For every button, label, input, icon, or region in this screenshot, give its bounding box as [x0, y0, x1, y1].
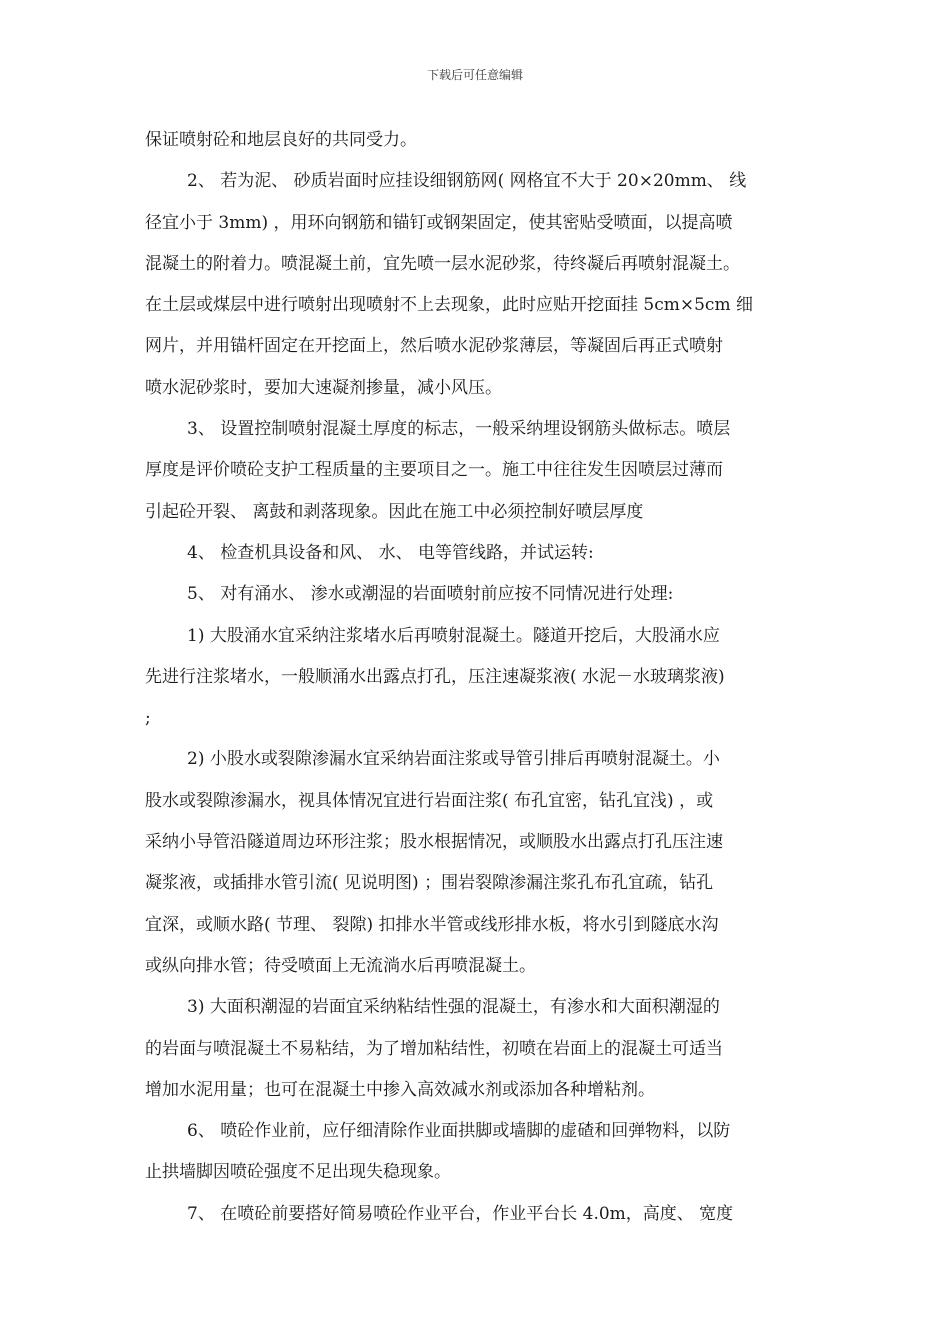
text-line: 股水或裂隙渗漏水，视具体情况宜进行岩面注浆( 布孔宜密，钻孔宜浅) ，或: [145, 790, 714, 811]
text-line: 喷水泥砂浆时，要加大速凝剂掺量，减小风压。: [145, 377, 502, 398]
text-line: 径宜小于 3mm) ，用环向钢筋和锚钉或钢架固定，使其密贴受喷面，以提高喷: [145, 212, 733, 233]
text-line: 7、 在喷砼前要搭好简易喷砼作业平台，作业平台长 4.0m，高度、 宽度: [187, 1203, 734, 1224]
text-line: 止拱墙脚因喷砼强度不足出现失稳现象。: [145, 1162, 451, 1183]
text-line: 厚度是评价喷砼支护工程质量的主要项目之一。施工中往往发生因喷层过薄而: [145, 460, 723, 481]
text-line: 1) 大股涌水宜采纳注浆堵水后再喷射混凝土。隧道开挖后，大股涌水应: [187, 625, 720, 646]
text-line: 凝浆液，或插排水管引流( 见说明图) ；围岩裂隙渗漏注浆孔布孔宜疏，钻孔: [145, 873, 714, 894]
text-line: 2、 若为泥、 砂质岩面时应挂设细钢筋网( 网格宜不大于 20×20mm、 线: [187, 171, 747, 192]
text-line: 或纵向排水管；待受喷面上无流淌水后再喷混凝土。: [145, 955, 536, 976]
text-line: 先进行注浆堵水，一般顺涌水出露点打孔，压注速凝浆液( 水泥－水玻璃浆液): [145, 666, 725, 687]
text-line: 保证喷射砼和地层良好的共同受力。: [145, 130, 417, 150]
text-line: 6、 喷砼作业前，应仔细清除作业面拱脚或墙脚的虚碴和回弹物料，以防: [187, 1121, 731, 1142]
page-header: 下载后可任意编辑: [426, 68, 523, 82]
text-line: 的岩面与喷混凝土不易粘结，为了增加粘结性，初喷在岩面上的混凝土可适当: [145, 1038, 723, 1059]
text-line: 混凝土的附着力。喷混凝土前，宜先喷一层水泥砂浆，待终凝后再喷射混凝土。: [145, 253, 740, 274]
text-line: 引起砼开裂、 离鼓和剥落现象。因此在施工中必须控制好喷层厚度: [145, 501, 644, 522]
text-line: ;: [145, 708, 151, 729]
text-line: 宜深，或顺水路( 节理、 裂隙) 扣排水半管或线形排水板，将水引到隧底水沟: [145, 914, 719, 935]
document-body: [145, 120, 817, 1235]
text-line: 3) 大面积潮湿的岩面宜采纳粘结性强的混凝土，有渗水和大面积潮湿的: [187, 997, 720, 1018]
text-line: 5、 对有涌水、 渗水或潮湿的岩面喷射前应按不同情况进行处理:: [187, 584, 674, 605]
text-line: 2) 小股水或裂隙渗漏水宜采纳岩面注浆或导管引排后再喷射混凝土。小: [187, 749, 720, 770]
text-line: 增加水泥用量；也可在混凝土中掺入高效减水剂或添加各种增粘剂。: [145, 1079, 655, 1100]
text-line: 4、 检查机具设备和风、 水、 电等管线路，并试运转:: [187, 542, 594, 563]
text-line: 在土层或煤层中进行喷射出现喷射不上去现象，此时应贴开挖面挂 5cm×5cm 细: [145, 295, 753, 316]
text-line: 3、 设置控制喷射混凝土厚度的标志，一般采纳埋设钢筋头做标志。喷层: [187, 419, 731, 440]
text-line: 网片，并用锚杆固定在开挖面上，然后喷水泥砂浆薄层，等凝固后再正式喷射: [145, 336, 723, 357]
text-line: 采纳小导管沿隧道周边环形注浆；股水根据情况，或顺股水出露点打孔压注速: [145, 832, 723, 853]
